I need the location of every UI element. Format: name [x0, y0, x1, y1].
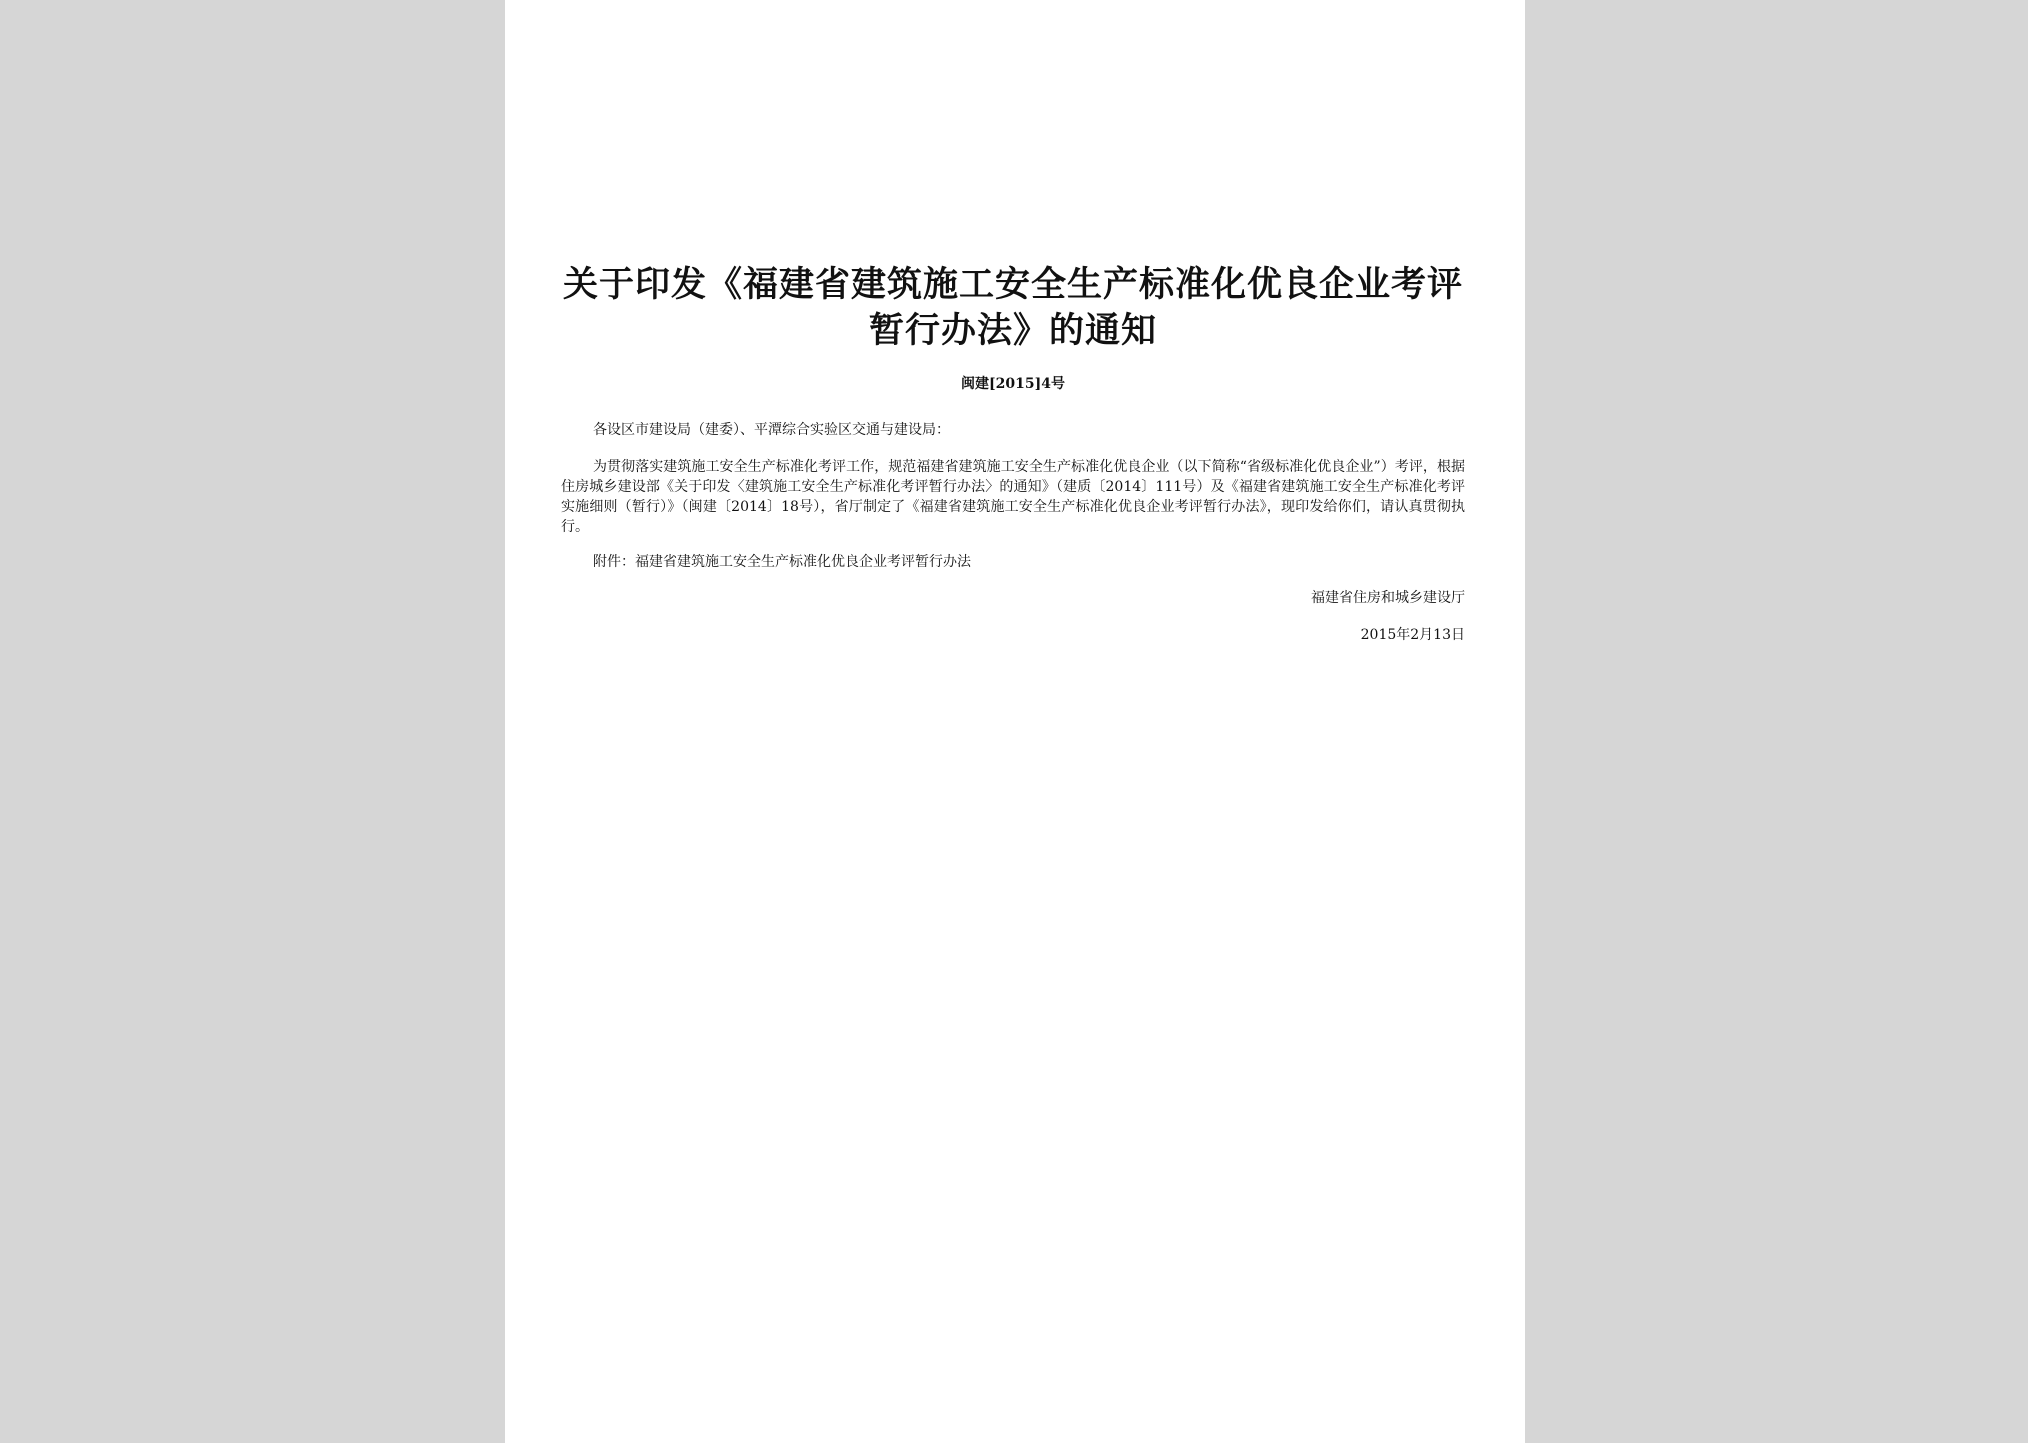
- attachment-line: 附件：福建省建筑施工安全生产标准化优良企业考评暂行办法: [593, 554, 971, 570]
- document-number: 闽建[2015]4号: [961, 376, 1065, 392]
- body-paragraph: 为贯彻落实建筑施工安全生产标准化考评工作，规范福建省建筑施工安全生产标准化优良企业（以下简称“省级标准化优良企业”）考评，根据住房城乡建设部《关于印发〈建筑施工安全生产标准化考评暂行办法〉的通知》（建质〔2014〕111号）及《福建省建筑施工安全生产标准化考评实施细则（暂行）》（闽建〔2014〕18号），省厅制定了《福建省建筑施工安全生产标准化优良企业考评暂行办法》，现印发给你们，请认真贯彻执行。: [561, 459, 1465, 535]
- document-title: 关于印发《福建省建筑施工安全生产标准化优良企业考评暂行办法》的通知: [562, 264, 1463, 351]
- document-page: [505, 0, 1525, 1443]
- document-body: [561, 420, 1465, 645]
- issue-date: 2015年2月13日: [1360, 627, 1465, 643]
- salutation: 各设区市建设局（建委）、平潭综合实验区交通与建设局：: [593, 422, 950, 438]
- issuer-signature: 福建省住房和城乡建设厅: [1311, 590, 1465, 606]
